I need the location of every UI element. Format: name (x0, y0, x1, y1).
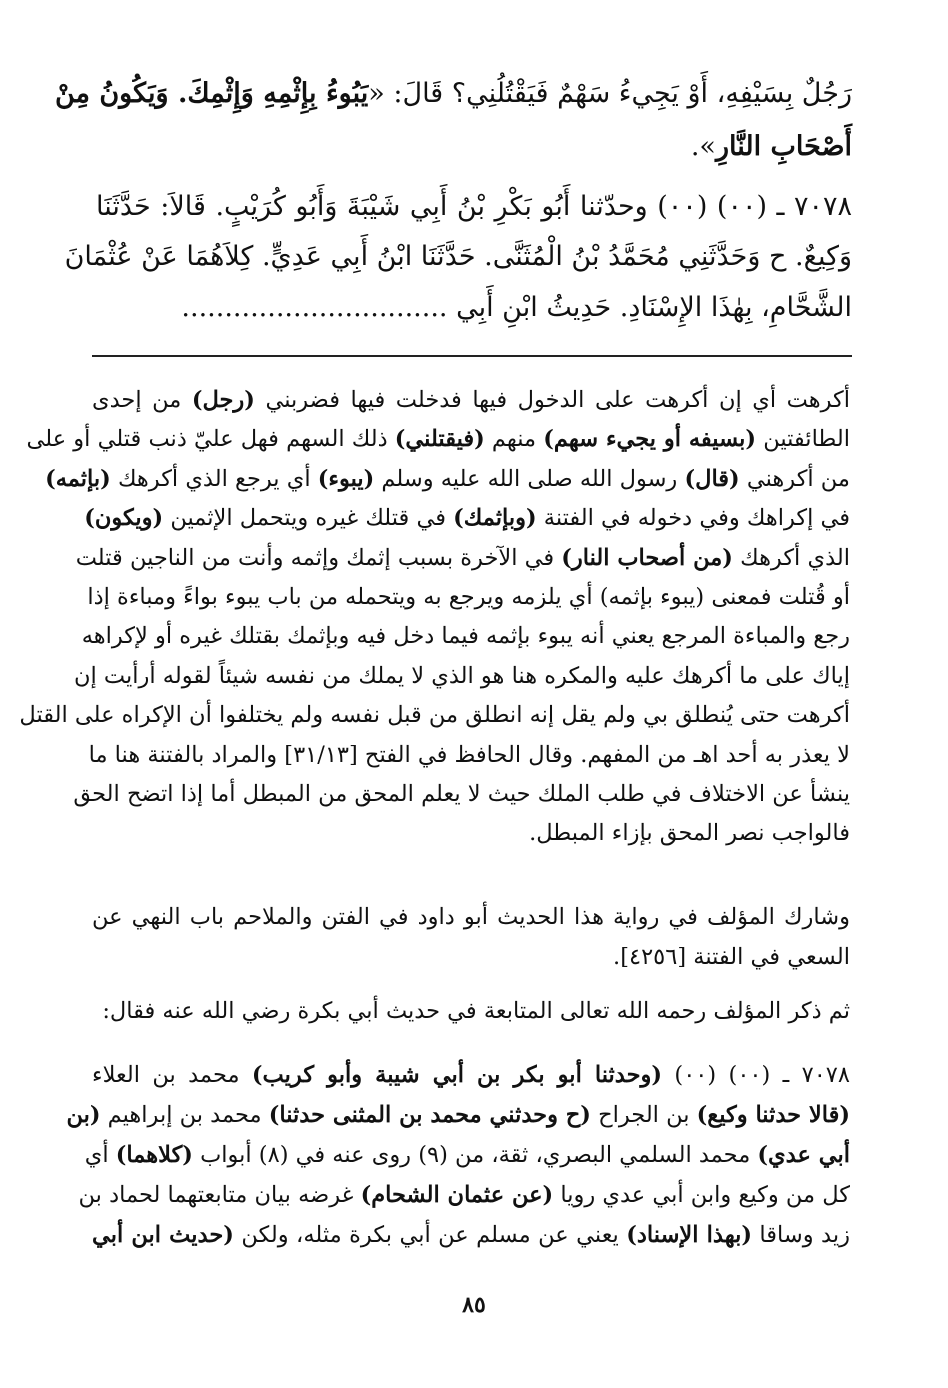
text-segment: رَجُلٌ بِسَيْفِهِ، أَوْ يَجِيءُ سَهْمٌ فَيَقْتُلُنِي؟ قَالَ: « (368, 78, 852, 109)
text-line (45, 466, 850, 492)
bold-segment: (وحدثنا أبو بكر بن أبي شيبة وأبو كريب) (251, 1062, 663, 1088)
text-segment: رسول الله صلى الله عليه وسلم (374, 466, 685, 492)
text-line (92, 1222, 850, 1248)
text-segment: منهم (484, 426, 544, 452)
text-segment: ٧٠٧٨ ـ (٠٠) (٠٠) وحدّثنا أَبُو بَكْرِ بْنُ أَبِي شَيْبَةَ وَأَبُو كُرَيْبٍ. قَالاَ: حَدَّثَنَا (96, 191, 853, 222)
text-segment: كل من وكيع وابن أبي عدي رويا (553, 1182, 850, 1208)
bold-segment: (فيقتلني) (394, 426, 485, 452)
text-segment: لا يعذر به أحد اهـ من المفهم. وقال الحافظ في الفتح [٣١/١٣] والمراد بالفتنة هنا ما (88, 742, 850, 768)
bold-segment: (حديث ابن أبي (92, 1222, 234, 1248)
text-segment: ذلك السهم فهل عليّ ذنب قتلي أو على (26, 426, 395, 452)
text-line (84, 1142, 850, 1168)
text-line (26, 426, 850, 452)
text-line (64, 241, 852, 272)
text-segment: غرضه بيان متابعتهما لحماد بن (78, 1182, 361, 1208)
bold-segment: (وبإثمك) (453, 505, 537, 531)
text-segment: في إكراهك وفي دخوله في الفتنة (536, 505, 850, 531)
page-number: ٨٥ (462, 1292, 486, 1318)
bold-segment: يَبُوءُ بِإِثْمِهِ وَإِثْمِكَ. وَيَكُونُ مِنْ (54, 78, 369, 109)
text-segment: أي (84, 1142, 116, 1168)
text-line (75, 545, 850, 571)
text-line (92, 904, 850, 930)
text-segment: أي يرجع الذي أكرهك (110, 466, 318, 492)
text-segment: في قتلك غيره ويتحمل الإثمين (163, 505, 454, 531)
text-segment: الطائفتين (756, 426, 850, 452)
text-segment: من أكرهني (739, 466, 850, 492)
bold-segment: (ح وحدثني محمد بن المثنى حدثنا) (268, 1102, 591, 1128)
text-line (88, 742, 850, 768)
text-line (613, 944, 850, 970)
text-segment: رجع والمباءة المرجع يعني أنه يبوء بإثمه فيما دخل فيه وبإثمك بقتلك غيره أو لإكراهه (81, 623, 850, 649)
text-line (74, 663, 850, 689)
text-line (181, 292, 852, 323)
bold-segment: (بهذا الإسناد) (626, 1222, 752, 1248)
text-segment: وَكِيعٌ. ح وَحَدَّثَنِي مُحَمَّدُ بْنُ الْمُثَنَّى. حَدَّثَنَا ابْنُ أَبِي عَدِيٍّ. كِلاَهُمَا عَنْ عُثْمَانَ (64, 241, 852, 272)
text-line (102, 998, 850, 1024)
text-segment: من إحدى (92, 387, 192, 413)
bold-segment: (بن (66, 1102, 101, 1128)
bold-segment: أَصْحَابِ النَّارِ (715, 131, 852, 162)
text-line (66, 1102, 850, 1128)
text-segment: الذي أكرهك (732, 545, 850, 571)
text-segment: ٧٠٧٨ ـ (٠٠) (٠٠) (662, 1062, 850, 1088)
text-segment: ينشأ عن الاختلاف في طلب الملك حيث لا يعلم المحق من المبطل أما إذا اتضح الحق (73, 781, 850, 807)
text-segment: محمد بن إبراهيم (100, 1102, 269, 1128)
bold-segment: (ويكون) (84, 505, 164, 531)
bold-segment: (عن عثمان الشحام) (360, 1182, 554, 1208)
bold-segment: (يبوء) (317, 466, 375, 492)
bold-segment: (رجل) (191, 387, 255, 413)
text-line (84, 505, 850, 531)
bold-segment: (بسيفه أو يجيء سهم) (543, 426, 757, 452)
text-segment: أكرهت حتى يُنطلق بي ولم يقل إنه انطلق من قبل نفسه ولم يختلفوا أن الإكراه على القتل (19, 702, 850, 728)
text-line (96, 191, 852, 222)
bold-segment: أبي عدي) (757, 1142, 850, 1168)
text-segment: إياك على ما أكرهك عليه والمكره هنا هو الذي لا يملك من نفسه شيئاً لقوله أرأيت إن (74, 663, 850, 689)
text-line (529, 820, 850, 846)
bold-segment: (بإثمه) (45, 466, 111, 492)
text-segment: الشَّحَّامِ، بِهٰذَا الإِسْنَادِ. حَدِيثُ ابْنِ أَبِي ............................... (181, 292, 852, 323)
text-line (81, 623, 850, 649)
text-line (78, 1182, 850, 1208)
text-line (92, 1062, 850, 1088)
text-segment: السعي في الفتنة [٤٢٥٦]. (613, 944, 850, 970)
text-line (691, 131, 852, 162)
text-segment: فالواجب نصر المحق بإزاء المبطل. (529, 820, 850, 846)
bold-segment: (كلاهما) (115, 1142, 193, 1168)
text-line (73, 781, 850, 807)
footnote-divider (92, 355, 852, 357)
text-segment: محمد بن العلاء (92, 1062, 252, 1088)
bold-segment: (قال) (684, 466, 740, 492)
text-line (87, 584, 850, 610)
text-segment: في الآخرة بسبب إثمك وإثمه وأنت من الناجين قتلت (75, 545, 562, 571)
bold-segment: (من أصحاب النار) (561, 545, 733, 571)
text-segment: وشارك المؤلف في رواية هذا الحديث أبو داود في الفتن والملاحم باب النهي عن (92, 904, 850, 930)
text-line (92, 387, 850, 413)
text-line (19, 702, 850, 728)
text-segment: أو قُتلت فمعنى (يبوء بإثمه) أي يلزمه ويرجع به ويتحمله من باب يبوء بواءً ومباءة إذا (87, 584, 850, 610)
text-segment: ثم ذكر المؤلف رحمه الله تعالى المتابعة في حديث أبي بكرة رضي الله عنه فقال: (102, 998, 850, 1024)
text-segment: يعني عن مسلم عن أبي بكرة مثله، ولكن (233, 1222, 627, 1248)
text-segment: أكرهت أي إن أكرهت على الدخول فيها فدخلت فيها فضربني (254, 387, 850, 413)
bold-segment: (قالا حدثنا وكيع) (696, 1102, 850, 1128)
text-segment: محمد السلمي البصري، ثقة، من (٩) روى عنه في (٨) أبواب (192, 1142, 758, 1168)
text-segment: ». (690, 131, 716, 162)
text-line (54, 78, 852, 109)
text-segment: زيد وساقا (751, 1222, 850, 1248)
text-segment: بن الجراح (590, 1102, 697, 1128)
